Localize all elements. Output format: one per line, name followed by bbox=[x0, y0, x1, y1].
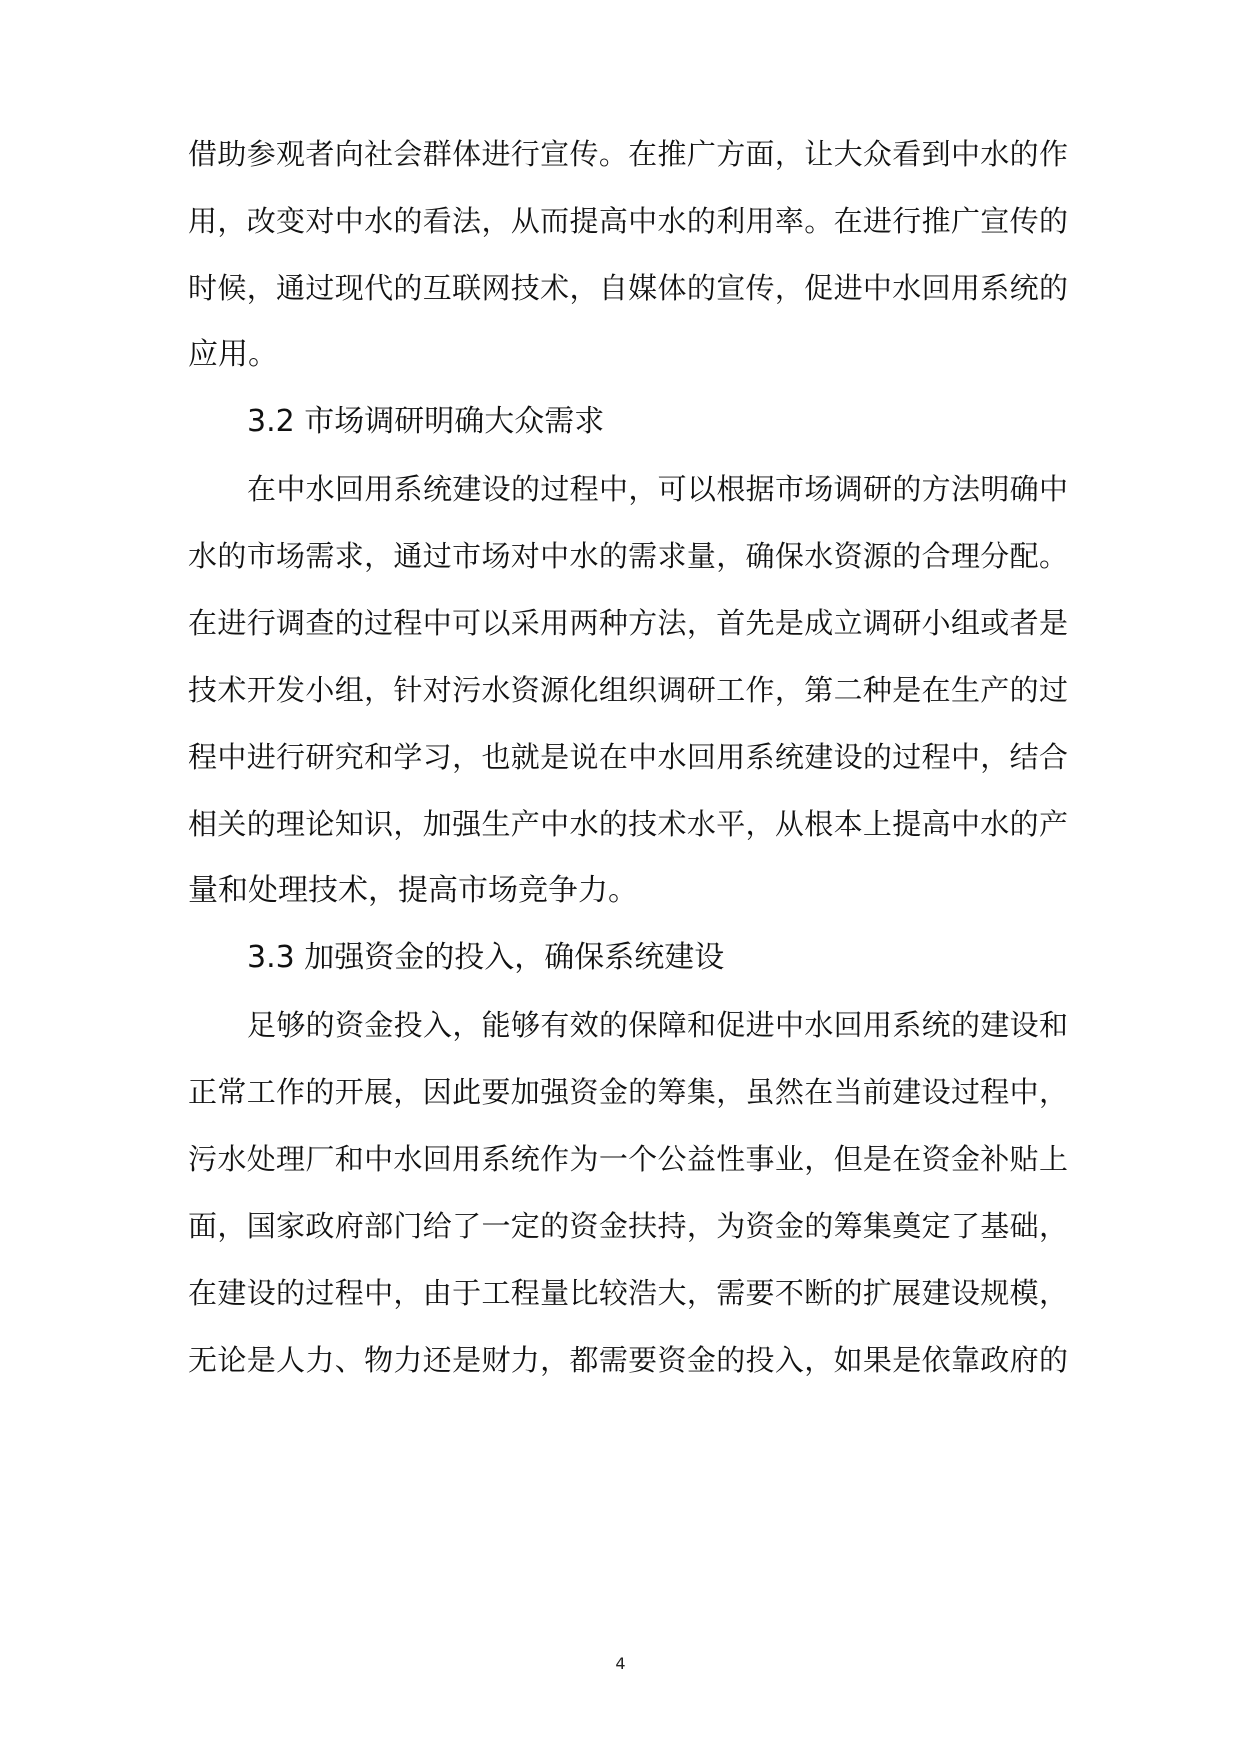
page-number: 4 bbox=[615, 1654, 626, 1673]
text-line: 水的市场需求，通过市场对中水的需求量，确保水资源的合理分配。 bbox=[188, 539, 1068, 573]
section-heading: 3.2 市场调研明确大众需求 bbox=[247, 404, 605, 439]
text-line: 应用。 bbox=[188, 337, 278, 372]
section-heading: 3.3 加强资金的投入，确保系统建设 bbox=[247, 940, 725, 975]
text-line: 无论是人力、物力还是财力，都需要资金的投入，如果是依靠政府的 bbox=[188, 1343, 1068, 1377]
text-line: 用，改变对中水的看法，从而提高中水的利用率。在进行推广宣传的 bbox=[188, 204, 1068, 238]
text-line: 污水处理厂和中水回用系统作为一个公益性事业，但是在资金补贴上 bbox=[188, 1142, 1068, 1176]
text-line: 相关的理论知识，加强生产中水的技术水平，从根本上提高中水的产 bbox=[188, 807, 1068, 841]
text-line: 正常工作的开展，因此要加强资金的筹集，虽然在当前建设过程中， bbox=[188, 1075, 1068, 1109]
text-line: 在建设的过程中，由于工程量比较浩大，需要不断的扩展建设规模， bbox=[188, 1276, 1068, 1310]
text-line: 足够的资金投入，能够有效的保障和促进中水回用系统的建设和 bbox=[247, 1008, 1068, 1042]
text-line: 技术开发小组，针对污水资源化组织调研工作，第二种是在生产的过 bbox=[188, 673, 1068, 707]
text-line: 面，国家政府部门给了一定的资金扶持，为资金的筹集奠定了基础， bbox=[188, 1209, 1068, 1243]
text-line: 程中进行研究和学习，也就是说在中水回用系统建设的过程中，结合 bbox=[188, 740, 1068, 774]
text-line: 借助参观者向社会群体进行宣传。在推广方面，让大众看到中水的作 bbox=[188, 137, 1068, 171]
text-line: 量和处理技术，提高市场竞争力。 bbox=[188, 873, 638, 908]
text-line: 在进行调查的过程中可以采用两种方法，首先是成立调研小组或者是 bbox=[188, 606, 1068, 640]
text-line: 时候，通过现代的互联网技术，自媒体的宣传，促进中水回用系统的 bbox=[188, 271, 1068, 305]
text-line: 在中水回用系统建设的过程中，可以根据市场调研的方法明确中 bbox=[247, 472, 1068, 506]
